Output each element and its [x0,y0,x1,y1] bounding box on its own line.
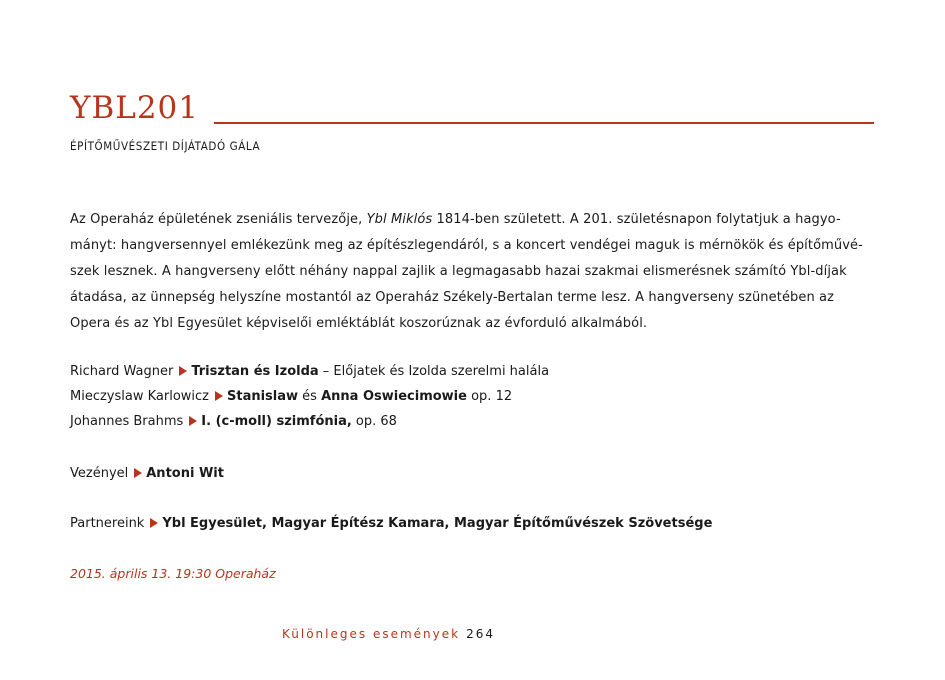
conductor-name: Antoni Wit [146,466,224,481]
triangle-arrow-icon [134,468,142,478]
triangle-arrow-icon [150,518,158,528]
title-rule [214,122,874,124]
work-title: Anna Oswiecimowie [321,389,467,404]
work-detail: és [298,389,322,404]
paragraph-text: Az Operaház épületének zseniális tervezője, [70,212,367,227]
page-title: YBL201 [70,90,200,126]
conductor-line [70,461,224,486]
triangle-arrow-icon [215,391,223,401]
event-datetime: 2015. április 13. 19:30 Operaház [70,566,276,581]
paragraph-line: mányt: hangversennyel emlékezünk meg az építészlegendáról, s a koncert vendégei maguk is mérnökök és építőművé- [70,238,863,253]
page-footer [282,627,495,641]
conductor-label: Vezényel [70,466,129,481]
program-item [70,409,549,434]
paragraph-line [70,207,880,233]
composer-name: Johannes Brahms [70,414,184,429]
program-item [70,359,549,384]
program-item [70,384,549,409]
work-title: Stanislaw [227,389,299,404]
paragraph-line: szek lesznek. A hangverseny előtt néhány nappal zajlik a legmagasabb hazai szakmai elismerésnek számító Ybl-díjak [70,264,847,279]
paragraph-line: átadása, az ünnepség helyszíne mostantól az Operaház Székely-Bertalan terme lesz. A hangverseny szünetében az [70,290,835,305]
description-paragraph [70,207,880,337]
work-title: I. (c-moll) szimfónia, [201,414,352,429]
work-title: Trisztan és Izolda [191,364,319,379]
partners-line [70,511,712,536]
triangle-arrow-icon [179,366,187,376]
composer-name: Richard Wagner [70,364,174,379]
page-number: 264 [466,627,495,641]
triangle-arrow-icon [189,416,197,426]
work-detail: op. 68 [351,414,397,429]
work-detail: – Előjatek és Izolda szerelmi halála [318,364,550,379]
paragraph-text: 1814-ben született. A 201. születésnapon folytatjuk a hagyo- [432,212,841,227]
work-detail: op. 12 [466,389,513,404]
footer-section: Különleges események [282,627,461,641]
architect-name: Ybl Miklós [366,212,433,227]
program-list [70,359,549,434]
page-subtitle: ÉPÍTŐMŰVÉSZETI DÍJÁTADÓ GÁLA [70,139,261,153]
partners-label: Partnereink [70,516,145,531]
paragraph-line: Opera és az Ybl Egyesület képviselői emléktáblát koszorúznak az évforduló alkalmából. [70,316,648,331]
partners-names: Ybl Egyesület, Magyar Építész Kamara, Magyar Építőművészek Szövetsége [162,516,713,531]
composer-name: Mieczyslaw Karlowicz [70,389,209,404]
